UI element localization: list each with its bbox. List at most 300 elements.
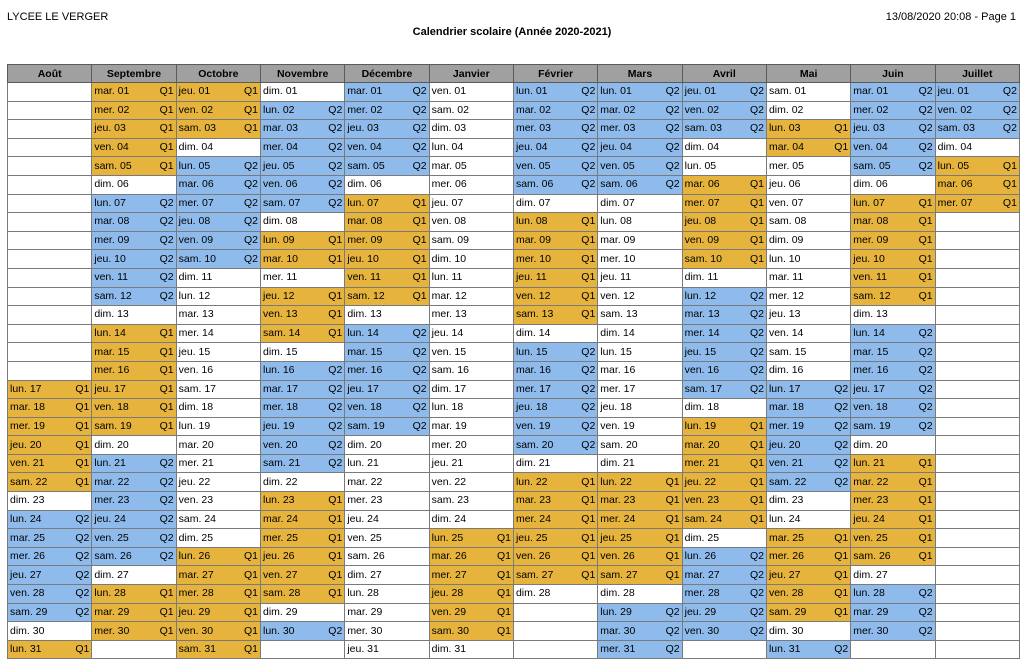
day-label: mar. 20 bbox=[684, 438, 720, 451]
day-cell bbox=[429, 138, 513, 157]
day-label: sam. 20 bbox=[600, 438, 638, 451]
print-timestamp: 13/08/2020 20:08 - Page 1 bbox=[885, 11, 1016, 23]
empty-cell bbox=[935, 250, 1019, 269]
period-label: Q1 bbox=[834, 550, 849, 563]
day-cell bbox=[598, 213, 682, 232]
period-label: Q2 bbox=[581, 419, 596, 432]
day-label: jeu. 01 bbox=[684, 85, 717, 98]
day-label: sam. 23 bbox=[431, 494, 469, 507]
empty-cell bbox=[8, 83, 92, 102]
day-label: lun. 17 bbox=[768, 382, 801, 395]
period-label: Q2 bbox=[412, 364, 427, 377]
day-cell bbox=[766, 306, 850, 325]
period-label: Q1 bbox=[918, 215, 933, 228]
day-label: mer. 11 bbox=[262, 271, 298, 284]
day-cell bbox=[260, 120, 344, 139]
day-label: sam. 20 bbox=[515, 438, 554, 451]
day-label: dim. 27 bbox=[347, 568, 382, 581]
period-label: Q2 bbox=[581, 159, 596, 172]
day-label: lun. 18 bbox=[431, 401, 464, 414]
period-label: Q2 bbox=[749, 550, 764, 563]
day-cell bbox=[429, 361, 513, 380]
day-label: mar. 01 bbox=[94, 85, 130, 98]
period-label: Q1 bbox=[328, 308, 343, 321]
day-row bbox=[8, 585, 1020, 604]
period-label: Q1 bbox=[1002, 159, 1017, 172]
day-label: jeu. 12 bbox=[262, 289, 295, 302]
day-label: lun. 26 bbox=[684, 550, 717, 563]
day-label: dim. 20 bbox=[853, 438, 888, 451]
period-label: Q2 bbox=[328, 457, 343, 470]
day-cell bbox=[682, 361, 766, 380]
day-cell bbox=[8, 640, 92, 659]
day-cell bbox=[766, 603, 850, 622]
day-label: mer. 02 bbox=[347, 103, 383, 116]
day-label: sam. 21 bbox=[262, 457, 301, 470]
day-cell bbox=[8, 566, 92, 585]
day-label: ven. 16 bbox=[684, 364, 720, 377]
day-cell bbox=[345, 603, 429, 622]
day-cell bbox=[345, 138, 429, 157]
day-cell bbox=[260, 361, 344, 380]
day-cell bbox=[513, 324, 597, 343]
period-label: Q2 bbox=[834, 401, 849, 414]
day-cell bbox=[598, 231, 682, 250]
day-cell bbox=[766, 231, 850, 250]
day-label: ven. 23 bbox=[684, 494, 720, 507]
day-cell bbox=[851, 101, 935, 120]
day-label: ven. 12 bbox=[515, 289, 551, 302]
day-cell bbox=[598, 194, 682, 213]
day-label: mar. 19 bbox=[431, 419, 467, 432]
day-cell bbox=[513, 306, 597, 325]
day-cell bbox=[598, 250, 682, 269]
day-cell bbox=[598, 492, 682, 511]
day-cell bbox=[176, 138, 260, 157]
period-label: Q1 bbox=[581, 308, 596, 321]
day-row bbox=[8, 529, 1020, 548]
day-cell bbox=[513, 157, 597, 176]
period-label: Q1 bbox=[328, 327, 343, 340]
period-label: Q2 bbox=[328, 159, 343, 172]
period-label: Q1 bbox=[159, 159, 174, 172]
day-cell bbox=[513, 492, 597, 511]
period-label: Q1 bbox=[496, 550, 511, 563]
day-label: mar. 16 bbox=[515, 364, 551, 377]
period-label: Q2 bbox=[665, 103, 680, 116]
day-cell bbox=[513, 417, 597, 436]
day-label: ven. 11 bbox=[853, 271, 887, 284]
day-label: dim. 21 bbox=[600, 457, 635, 470]
period-label: Q1 bbox=[749, 215, 764, 228]
day-cell bbox=[345, 547, 429, 566]
period-label: Q1 bbox=[75, 643, 90, 656]
day-cell bbox=[513, 585, 597, 604]
day-label: ven. 30 bbox=[684, 624, 720, 637]
day-label: lun. 12 bbox=[178, 289, 211, 302]
day-label: lun. 03 bbox=[768, 122, 801, 135]
day-label: jeu. 29 bbox=[178, 605, 211, 618]
period-label: Q2 bbox=[412, 401, 427, 414]
period-label: Q1 bbox=[749, 494, 764, 507]
empty-cell bbox=[8, 361, 92, 380]
day-cell bbox=[598, 547, 682, 566]
empty-cell bbox=[8, 324, 92, 343]
day-cell bbox=[8, 380, 92, 399]
day-label: mer. 05 bbox=[768, 159, 804, 172]
day-label: dim. 13 bbox=[94, 308, 129, 321]
period-label: Q1 bbox=[243, 103, 258, 116]
day-cell bbox=[260, 157, 344, 176]
day-label: sam. 12 bbox=[94, 289, 132, 302]
period-label: Q1 bbox=[749, 234, 764, 247]
empty-cell bbox=[8, 231, 92, 250]
day-cell bbox=[345, 622, 429, 641]
period-label: Q2 bbox=[75, 550, 90, 563]
day-label: jeu. 10 bbox=[94, 252, 126, 265]
day-label: dim. 21 bbox=[515, 457, 551, 470]
empty-cell bbox=[8, 268, 92, 287]
day-cell bbox=[682, 622, 766, 641]
day-cell bbox=[429, 547, 513, 566]
period-label: Q2 bbox=[1002, 85, 1017, 98]
day-cell bbox=[260, 547, 344, 566]
day-cell bbox=[8, 622, 92, 641]
day-label: mer. 24 bbox=[515, 512, 551, 525]
day-label: sam. 29 bbox=[10, 605, 48, 618]
day-cell bbox=[598, 101, 682, 120]
period-label: Q2 bbox=[581, 103, 596, 116]
period-label: Q2 bbox=[159, 289, 174, 302]
day-label: jeu. 28 bbox=[431, 587, 464, 600]
period-label: Q2 bbox=[159, 215, 174, 228]
day-row bbox=[8, 492, 1020, 511]
period-label: Q2 bbox=[243, 196, 258, 209]
day-label: lun. 26 bbox=[178, 550, 211, 563]
day-cell bbox=[429, 529, 513, 548]
day-label: sam. 13 bbox=[600, 308, 638, 321]
empty-cell bbox=[935, 213, 1019, 232]
day-label: mer. 31 bbox=[600, 643, 636, 656]
empty-cell bbox=[851, 640, 935, 659]
day-cell bbox=[513, 399, 597, 418]
day-label: lun. 31 bbox=[10, 643, 42, 656]
period-label: Q2 bbox=[328, 401, 343, 414]
period-label: Q2 bbox=[665, 85, 680, 98]
day-label: dim. 17 bbox=[431, 382, 467, 395]
empty-cell bbox=[513, 603, 597, 622]
day-cell bbox=[429, 603, 513, 622]
day-cell bbox=[851, 194, 935, 213]
day-label: dim. 06 bbox=[853, 178, 888, 191]
day-label: dim. 29 bbox=[262, 605, 298, 618]
day-label: ven. 27 bbox=[262, 568, 298, 581]
day-cell bbox=[851, 250, 935, 269]
period-label: Q2 bbox=[159, 234, 174, 247]
day-label: sam. 14 bbox=[262, 327, 301, 340]
day-label: lun. 17 bbox=[10, 382, 42, 395]
day-label: sam. 19 bbox=[347, 419, 385, 432]
day-cell bbox=[176, 585, 260, 604]
day-cell bbox=[260, 417, 344, 436]
day-label: mer. 16 bbox=[347, 364, 383, 377]
day-label: mar. 27 bbox=[178, 568, 214, 581]
day-cell bbox=[260, 250, 344, 269]
day-label: mar. 08 bbox=[347, 215, 383, 228]
day-cell bbox=[92, 194, 176, 213]
day-cell bbox=[513, 547, 597, 566]
period-label: Q2 bbox=[581, 141, 596, 154]
period-label: Q2 bbox=[665, 141, 680, 154]
period-label: Q1 bbox=[159, 141, 174, 154]
day-label: ven. 08 bbox=[431, 215, 467, 228]
day-label: mer. 16 bbox=[94, 364, 130, 377]
day-label: lun. 11 bbox=[431, 271, 463, 284]
period-label: Q1 bbox=[243, 85, 258, 98]
day-label: dim. 01 bbox=[262, 85, 298, 98]
period-label: Q2 bbox=[581, 178, 596, 191]
day-label: mar. 02 bbox=[600, 103, 636, 116]
day-cell bbox=[851, 399, 935, 418]
day-label: sam. 03 bbox=[684, 122, 722, 135]
day-label: lun. 14 bbox=[94, 327, 126, 340]
day-label: jeu. 18 bbox=[515, 401, 548, 414]
day-label: dim. 20 bbox=[347, 438, 382, 451]
empty-cell bbox=[935, 603, 1019, 622]
day-cell bbox=[851, 585, 935, 604]
day-cell bbox=[260, 287, 344, 306]
day-cell bbox=[345, 83, 429, 102]
day-label: dim. 02 bbox=[768, 103, 804, 116]
day-label: mar. 04 bbox=[768, 141, 804, 154]
day-label: dim. 22 bbox=[262, 475, 298, 488]
period-label: Q1 bbox=[496, 587, 511, 600]
day-row bbox=[8, 287, 1020, 306]
day-label: mer. 13 bbox=[431, 308, 467, 321]
day-cell bbox=[598, 138, 682, 157]
day-label: jeu. 08 bbox=[178, 215, 211, 228]
day-cell bbox=[260, 399, 344, 418]
day-cell bbox=[176, 306, 260, 325]
day-label: lun. 07 bbox=[347, 196, 379, 209]
day-cell bbox=[935, 83, 1019, 102]
day-cell bbox=[682, 287, 766, 306]
day-label: mar. 18 bbox=[10, 401, 46, 414]
day-label: sam. 26 bbox=[853, 550, 891, 563]
period-label: Q1 bbox=[412, 234, 427, 247]
period-label: Q2 bbox=[328, 103, 343, 116]
day-cell bbox=[598, 380, 682, 399]
day-cell bbox=[92, 529, 176, 548]
day-cell bbox=[766, 175, 850, 194]
day-row bbox=[8, 250, 1020, 269]
day-cell bbox=[851, 268, 935, 287]
period-label: Q2 bbox=[749, 85, 764, 98]
day-label: ven. 05 bbox=[515, 159, 551, 172]
day-label: ven. 28 bbox=[10, 587, 45, 600]
day-label: dim. 13 bbox=[347, 308, 382, 321]
empty-cell bbox=[935, 510, 1019, 529]
day-label: mer. 23 bbox=[94, 494, 130, 507]
day-label: jeu. 24 bbox=[853, 512, 885, 525]
day-label: mar. 05 bbox=[431, 159, 467, 172]
day-label: mer. 09 bbox=[853, 234, 889, 247]
day-row bbox=[8, 101, 1020, 120]
period-label: Q2 bbox=[159, 196, 174, 209]
day-cell bbox=[851, 417, 935, 436]
day-cell bbox=[513, 213, 597, 232]
day-label: lun. 21 bbox=[94, 457, 126, 470]
day-cell bbox=[8, 436, 92, 455]
day-cell bbox=[345, 492, 429, 511]
empty-cell bbox=[935, 529, 1019, 548]
day-label: jeu. 31 bbox=[347, 643, 379, 656]
day-label: ven. 28 bbox=[768, 587, 804, 600]
period-label: Q1 bbox=[834, 587, 849, 600]
period-label: Q2 bbox=[665, 178, 680, 191]
day-label: ven. 18 bbox=[853, 401, 888, 414]
day-label: dim. 10 bbox=[431, 252, 467, 265]
day-cell bbox=[260, 324, 344, 343]
empty-cell bbox=[935, 640, 1019, 659]
day-label: lun. 15 bbox=[600, 345, 632, 358]
day-label: mer. 17 bbox=[600, 382, 636, 395]
day-cell bbox=[682, 120, 766, 139]
day-label: dim. 24 bbox=[431, 512, 467, 525]
day-label: jeu. 25 bbox=[600, 531, 632, 544]
period-label: Q1 bbox=[243, 122, 258, 135]
period-label: Q1 bbox=[665, 531, 680, 544]
day-row bbox=[8, 157, 1020, 176]
day-cell bbox=[260, 585, 344, 604]
period-label: Q1 bbox=[412, 252, 427, 265]
period-label: Q2 bbox=[159, 531, 174, 544]
day-row bbox=[8, 268, 1020, 287]
period-label: Q2 bbox=[749, 587, 764, 600]
day-cell bbox=[345, 417, 429, 436]
day-cell bbox=[766, 380, 850, 399]
day-label: lun. 31 bbox=[768, 643, 801, 656]
period-label: Q1 bbox=[159, 122, 174, 135]
period-label: Q1 bbox=[918, 531, 933, 544]
day-label: ven. 19 bbox=[515, 419, 551, 432]
day-cell bbox=[682, 473, 766, 492]
period-label: Q1 bbox=[749, 512, 764, 525]
period-label: Q2 bbox=[328, 438, 343, 451]
month-header: Mars bbox=[598, 65, 682, 83]
period-label: Q2 bbox=[918, 382, 933, 395]
day-row bbox=[8, 380, 1020, 399]
day-label: sam. 19 bbox=[94, 419, 132, 432]
day-label: jeu. 21 bbox=[431, 457, 464, 470]
day-cell bbox=[260, 175, 344, 194]
day-label: dim. 14 bbox=[600, 327, 635, 340]
period-label: Q2 bbox=[412, 122, 427, 135]
day-label: lun. 05 bbox=[937, 159, 970, 172]
empty-cell bbox=[935, 492, 1019, 511]
day-label: ven. 14 bbox=[768, 327, 804, 340]
period-label: Q1 bbox=[328, 252, 343, 265]
period-label: Q2 bbox=[75, 587, 90, 600]
period-label: Q1 bbox=[749, 252, 764, 265]
day-cell bbox=[513, 175, 597, 194]
day-cell bbox=[682, 343, 766, 362]
day-label: ven. 11 bbox=[94, 271, 128, 284]
day-cell bbox=[92, 473, 176, 492]
day-label: mer. 10 bbox=[600, 252, 636, 265]
day-cell bbox=[429, 380, 513, 399]
day-cell bbox=[345, 306, 429, 325]
period-label: Q2 bbox=[918, 419, 933, 432]
day-label: dim. 25 bbox=[684, 531, 720, 544]
day-label: mar. 01 bbox=[853, 85, 889, 98]
period-label: Q2 bbox=[749, 308, 764, 321]
day-label: sam. 17 bbox=[684, 382, 722, 395]
empty-cell bbox=[935, 399, 1019, 418]
period-label: Q1 bbox=[328, 550, 343, 563]
day-label: mar. 25 bbox=[10, 531, 46, 544]
day-cell bbox=[92, 213, 176, 232]
day-cell bbox=[345, 380, 429, 399]
day-label: sam. 26 bbox=[94, 550, 132, 563]
day-label: ven. 26 bbox=[600, 550, 635, 563]
day-label: lun. 09 bbox=[262, 234, 295, 247]
day-label: dim. 31 bbox=[431, 643, 467, 656]
day-cell bbox=[176, 492, 260, 511]
period-label: Q1 bbox=[159, 382, 174, 395]
day-cell bbox=[429, 436, 513, 455]
day-label: lun. 04 bbox=[431, 141, 464, 154]
period-label: Q2 bbox=[412, 345, 427, 358]
day-label: ven. 02 bbox=[684, 103, 720, 116]
day-label: dim. 20 bbox=[94, 438, 129, 451]
empty-cell bbox=[935, 231, 1019, 250]
day-label: mer. 23 bbox=[347, 494, 383, 507]
empty-cell bbox=[935, 268, 1019, 287]
day-label: sam. 15 bbox=[768, 345, 807, 358]
day-label: ven. 16 bbox=[178, 364, 214, 377]
day-cell bbox=[682, 547, 766, 566]
day-label: mer. 14 bbox=[684, 327, 720, 340]
day-label: lun. 22 bbox=[600, 475, 632, 488]
period-label: Q1 bbox=[581, 215, 596, 228]
period-label: Q2 bbox=[749, 122, 764, 135]
period-label: Q2 bbox=[159, 252, 174, 265]
day-label: lun. 12 bbox=[684, 289, 717, 302]
period-label: Q2 bbox=[665, 605, 680, 618]
day-row bbox=[8, 640, 1020, 659]
day-label: mar. 09 bbox=[600, 234, 636, 247]
day-cell bbox=[429, 250, 513, 269]
period-label: Q2 bbox=[412, 85, 427, 98]
day-label: lun. 19 bbox=[684, 419, 717, 432]
day-label: ven. 30 bbox=[178, 624, 214, 637]
period-label: Q2 bbox=[918, 605, 933, 618]
day-cell bbox=[345, 231, 429, 250]
day-cell bbox=[851, 361, 935, 380]
day-label: mer. 03 bbox=[515, 122, 551, 135]
day-cell bbox=[429, 306, 513, 325]
day-cell bbox=[766, 640, 850, 659]
day-cell bbox=[598, 473, 682, 492]
day-cell bbox=[260, 101, 344, 120]
day-cell bbox=[260, 622, 344, 641]
day-cell bbox=[682, 436, 766, 455]
day-label: mer. 30 bbox=[94, 624, 130, 637]
period-label: Q2 bbox=[918, 327, 933, 340]
period-label: Q1 bbox=[328, 289, 343, 302]
day-label: jeu. 24 bbox=[94, 512, 126, 525]
